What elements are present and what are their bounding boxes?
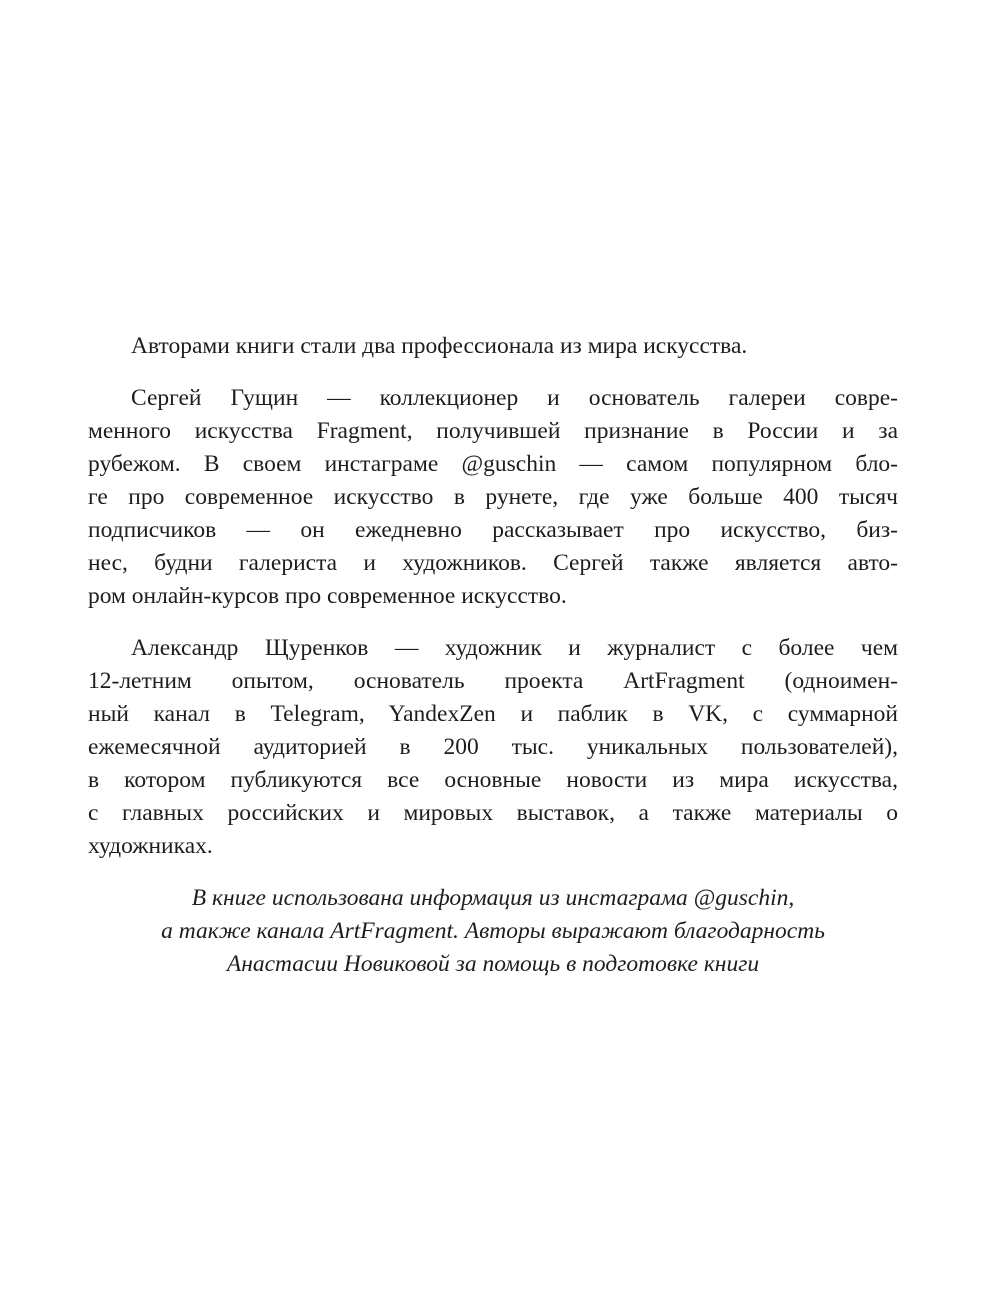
text-line: нес, будни галериста и художников. Сергей также является авто- [88,550,898,576]
text-line: ный канал в Telegram, YandexZen и паблик в VK, с суммарной [88,701,898,727]
text-line: ром онлайн-курсов про современное искусство. [88,583,567,609]
text-line: подписчиков — он ежедневно рассказывает про искусство, биз- [88,517,898,543]
text-line: Авторами книги стали два профессионала из мира искусства. [131,333,748,359]
text-line: Анастасии Новиковой за помощь в подготовке книги [226,951,760,977]
text-line: ге про современное искусство в рунете, где уже больше 400 тысяч [88,484,898,510]
text-line: Александр Щуренков — художник и журналист с более чем [131,635,898,661]
text-line: Сергей Гущин — коллекционер и основатель галереи совре- [131,385,898,411]
author-bio-schurenkov-paragraph [88,632,898,863]
intro-paragraph [88,330,898,363]
text-line: с главных российских и мировых выставок, а также материалы о [88,800,898,826]
author-bio-guschin-paragraph [88,382,898,613]
text-line: рубежом. В своем инстаграме @guschin — самом популярном бло- [88,451,898,477]
text-line: менного искусства Fragment, получившей признание в России и за [88,418,898,444]
text-line: а также канала ArtFragment. Авторы выражают благодарность [161,918,825,944]
text-line: 12-летним опытом, основатель проекта ArtFragment (одноимен- [88,668,898,694]
text-line: художниках. [88,833,213,859]
page-text-block [88,330,898,981]
acknowledgment-paragraph [88,882,898,981]
text-line: в котором публикуются все основные новости из мира искусства, [88,767,898,793]
text-line: ежемесячной аудиторией в 200 тыс. уникальных пользователей), [88,734,898,760]
text-line: В книге использована информация из инстаграма @guschin, [191,885,795,911]
